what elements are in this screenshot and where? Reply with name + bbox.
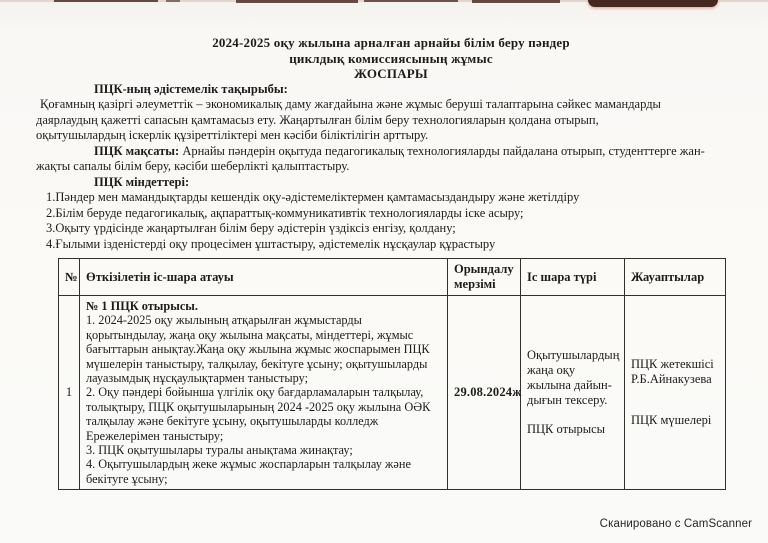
cell-responsible <box>625 296 726 490</box>
scan-artifact <box>54 0 158 2</box>
event-item: 1. 2024-2025 оқу жылының атқарылған жұмыстарды қорытындылау, жаңа оқу жылына мақсаты, міндеттері, жұмыс бағыттарын анықтау.Жаңа оқу жылына жұмыс жоспарымен ПЦК мүшелерін таныстыру, талқылау, бекітуге ұсыну; оқытушыларды лауазымдық нұсқаулықтармен таныстыру; <box>86 313 430 386</box>
table-header-row <box>59 259 726 296</box>
event-item: 3. ПЦК оқытушылары туралы анықтама жинақтау; <box>86 443 353 458</box>
camscanner-watermark: Сканировано с CamScanner <box>599 518 752 530</box>
task-item: 2.Білім беруде педагогикалық, ақпараттық-коммуникативтік технологияларды іске асыру; <box>46 205 524 220</box>
goal-text: Арнайы пәндерін оқытуда педагогикалық технологияларды пайдалана отырып, студенттерге жан- <box>179 143 705 158</box>
work-plan-table <box>58 258 726 490</box>
task-item: 3.Оқыту үрдісінде жаңартылған білім беру әдістерін үздіксіз енгізу, қолдану; <box>46 221 456 235</box>
method-theme-line: оқытушылардың іскерлік құзіреттіліктері мен кәсіби біліктілігін арттыру. <box>36 128 429 142</box>
method-theme-heading: ПЦК-ның әдістемелік тақырыбы: <box>94 81 288 96</box>
header-event: Өткізілетін іс-шара атауы <box>80 259 448 296</box>
header-responsible: Жауаптылар <box>625 259 726 296</box>
event-type-line: ПЦК отырысы <box>527 422 606 437</box>
header-type: Іс шара түрі <box>521 259 625 296</box>
scan-artifact <box>166 0 180 2</box>
event-item: 4. Оқытушылардың жеке жұмыс жоспарларын талқылау және бекітуге ұсыну; <box>86 457 411 486</box>
header-no: № <box>59 259 80 296</box>
scan-artifact-blob <box>588 0 718 7</box>
event-item: 2. Оқу пәндері бойынша үлгілік оқу бағдарламаларын талқылау, толықтыру, ПЦК оқытушыларының 2024 -2025 оқу жылына ОӘК талқылау және бекітуге ұсыну, оқытушыларды колледж Ережелерімен таныстыру; <box>86 385 431 443</box>
title-line-2: циклдық комиссиясының жұмыс <box>289 50 493 66</box>
event-type-line: Оқытушылардың жаңа оқу жылына дайын-дығын тексеру. <box>527 347 620 408</box>
responsible-line: ПЦК мүшелері <box>631 413 712 428</box>
document-body <box>36 35 746 490</box>
cell-date: 29.08.2024ж <box>448 296 521 490</box>
goal-line-1 <box>36 144 746 160</box>
cell-event-description <box>80 296 448 490</box>
document-title <box>36 35 746 82</box>
responsible-line: ПЦК жетекшісі Р.Б.Айнакузева <box>631 356 714 387</box>
method-theme-line: Қоғамның қазіргі әлеуметтік – экономикалық даму жағдайына және жұмыс беруші талаптарына сәйкес мамандарды <box>40 97 661 111</box>
table-row <box>59 296 726 490</box>
scan-artifact <box>364 0 458 2</box>
cell-event-type <box>521 296 625 490</box>
task-item: 4.Ғылыми ізденістерді оқу процесімен ұштастыру, әдістемелік нұсқаулар құрастыру <box>46 236 496 251</box>
goal-label: ПЦК мақсаты: <box>94 143 180 158</box>
title-line-1: 2024-2025 оқу жылына арналған арнайы білім беру пәндер <box>212 35 570 50</box>
event-title: № 1 ПЦК отырысы. <box>86 299 198 313</box>
scan-artifact <box>236 0 358 3</box>
tasks-heading: ПЦК міндеттері: <box>94 174 190 189</box>
title-line-3: ЖОСПАРЫ <box>354 66 428 81</box>
scan-artifact <box>472 0 560 3</box>
method-theme-line: даярлаудың қажетті сапасын қамтамасыз ету. Жаңартылған білім беру технологияларын қолдана отырып, <box>36 112 599 127</box>
task-item: 1.Пәндер мен мамандықтарды кешендік оқу-әдістемеліктермен қамтамасыздандыру және жетілдіру <box>46 190 580 204</box>
goal-line-2: жақты сапалы білім беру, кәсіби шеберлікті қалыптастыру. <box>36 159 350 173</box>
cell-row-number: 1 <box>59 296 80 490</box>
header-date: Орындалу мерзімі <box>448 259 521 296</box>
